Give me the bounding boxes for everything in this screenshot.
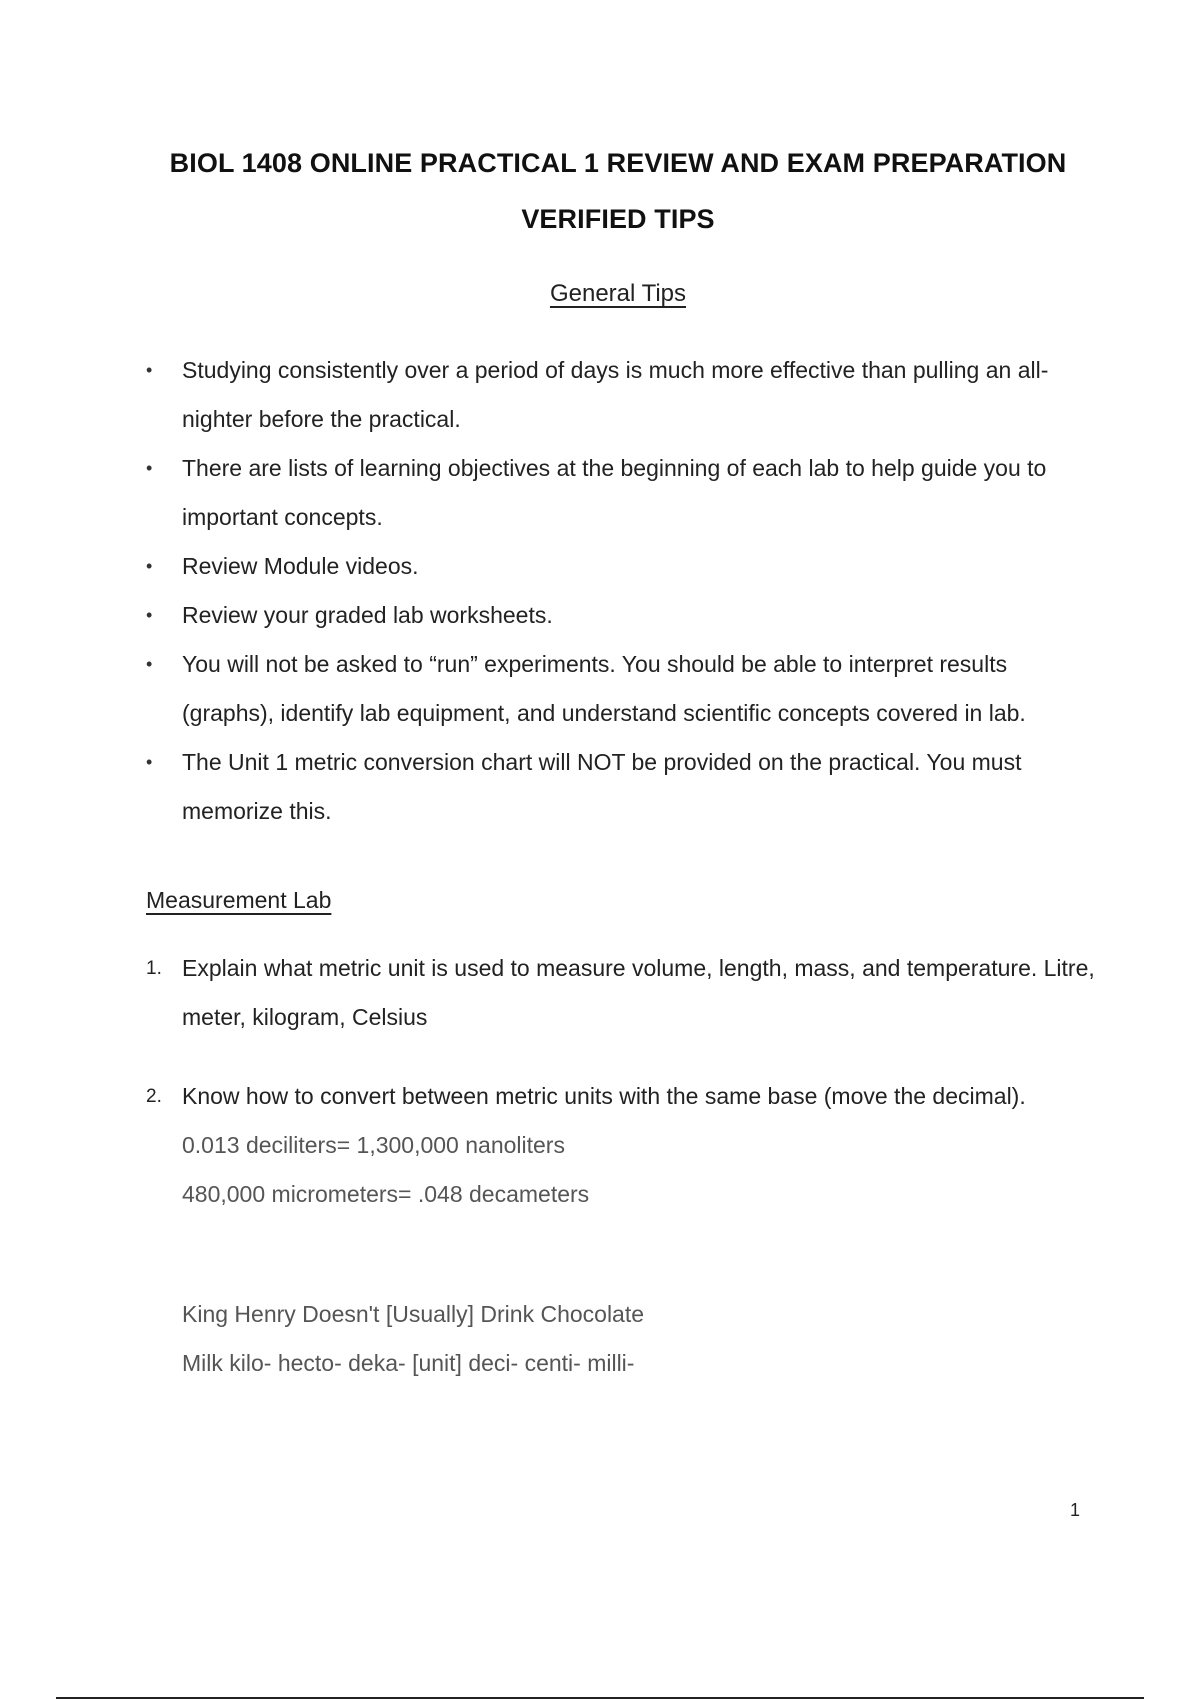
mnemonic-line-2: Milk kilo- hecto- deka- [unit] deci- centi- milli- <box>182 1350 635 1376</box>
measurement-lab-heading: Measurement Lab <box>146 887 332 913</box>
bullet-icon: • <box>146 752 153 772</box>
bullet-icon: • <box>146 458 153 478</box>
metric-mnemonic <box>182 1290 644 1388</box>
tip-text: Studying consistently over a period of days is much more effective than pulling an all-nighter before the practical. <box>182 357 1049 432</box>
tip-text: The Unit 1 metric conversion chart will NOT be provided on the practical. You must memorize this. <box>182 749 1022 824</box>
tip-text: Review Module videos. <box>182 553 419 579</box>
list-item <box>146 738 1096 836</box>
tip-text: You will not be asked to “run” experiments. You should be able to interpret results (graphs), identify lab equipment, and understand scientific concepts covered in lab. <box>182 651 1026 726</box>
footer-divider <box>56 1697 1144 1699</box>
general-tips-heading: General Tips <box>549 280 687 307</box>
question-number: 2. <box>146 1086 162 1107</box>
document-title-line-1: BIOL 1408 ONLINE PRACTICAL 1 REVIEW AND EXAM PREPARATION <box>169 148 1067 178</box>
conversion-answer-1: 0.013 deciliters= 1,300,000 nanoliters <box>182 1132 565 1158</box>
list-item <box>146 591 1096 640</box>
list-item <box>146 444 1096 542</box>
question-text: Know how to convert between metric units with the same base (move the decimal). <box>182 1083 1026 1109</box>
document-title-line-2: VERIFIED TIPS <box>521 204 715 234</box>
bullet-icon: • <box>146 605 153 625</box>
tip-text: Review your graded lab worksheets. <box>182 602 553 628</box>
list-item <box>146 346 1096 444</box>
bullet-icon: • <box>146 360 153 380</box>
bullet-icon: • <box>146 556 153 576</box>
list-item <box>146 640 1096 738</box>
list-item <box>146 542 1096 591</box>
conversion-answer-2: 480,000 micrometers= .048 decameters <box>182 1181 590 1207</box>
bullet-icon: • <box>146 654 153 674</box>
question-1 <box>146 944 1096 1042</box>
mnemonic-line-1: King Henry Doesn't [Usually] Drink Chocolate <box>182 1301 645 1327</box>
question-number: 1. <box>146 958 162 979</box>
question-text: Explain what metric unit is used to measure volume, length, mass, and temperature. Litre, meter, kilogram, Celsius <box>182 955 1095 1030</box>
page-number: 1 <box>1070 1500 1081 1520</box>
tip-text: There are lists of learning objectives at the beginning of each lab to help guide you to important concepts. <box>182 455 1047 530</box>
question-2 <box>146 1072 1096 1219</box>
general-tips-list <box>146 346 1096 836</box>
